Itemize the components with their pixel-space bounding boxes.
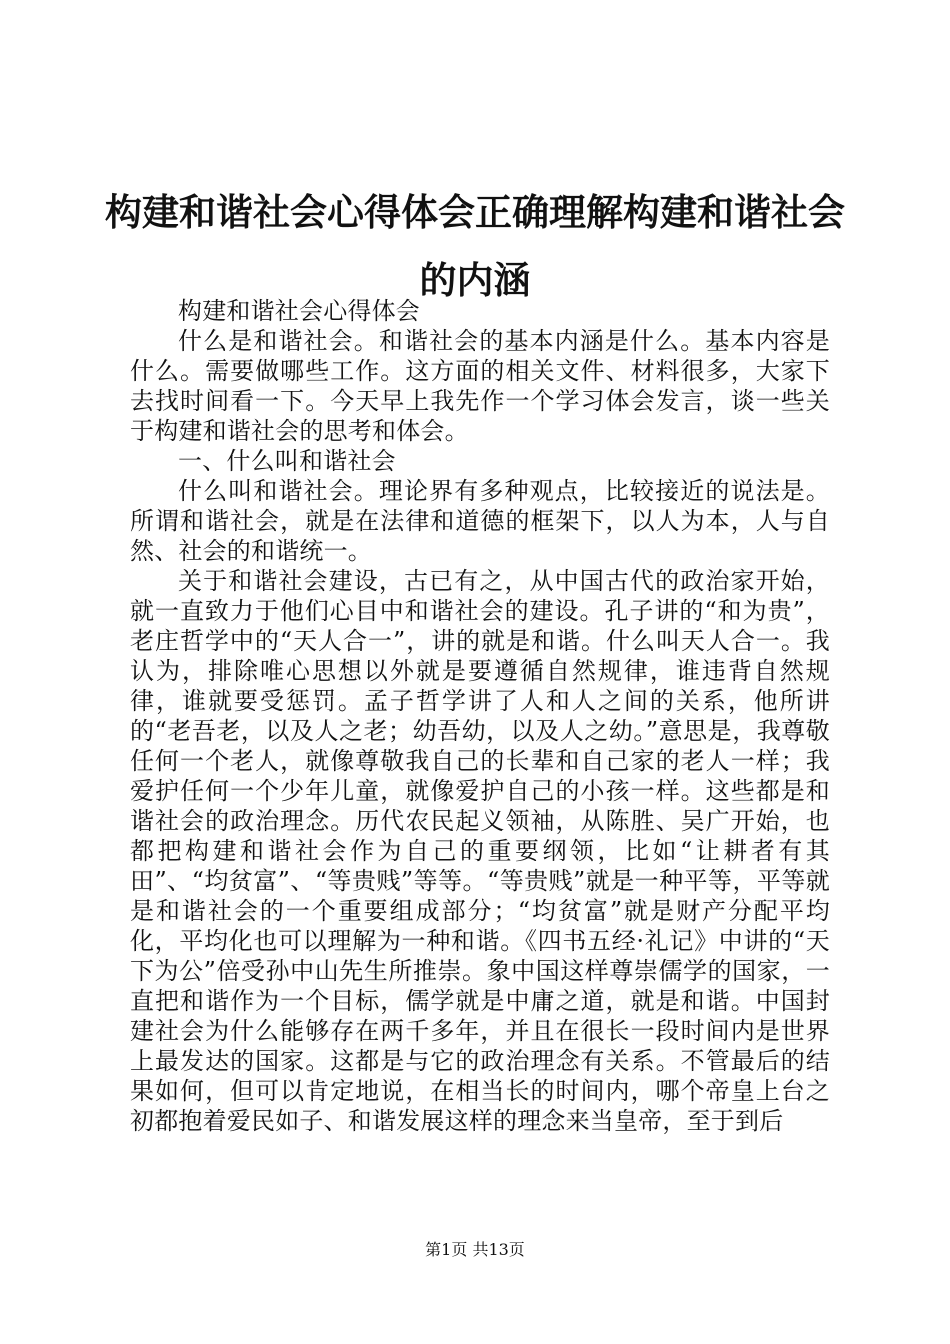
document-body [130,296,830,1136]
section-heading: 一、什么叫和谐社会 [178,447,396,475]
paragraph-history: 关于和谐社会建设，古已有之，从中国古代的政治家开始，就一直致力于他们心目中和谐社会的建设。孔子讲的“和为贵”，老庄哲学中的“天人合一”，讲的就是和谐。什么叫天人合一。我认为，排除唯心思想以外就是要遵循自然规律，谁违背自然规律，谁就要受惩罚。孟子哲学讲了人和人之间的关系，他所讲的“老吾老，以及人之老；幼吾幼，以及人之幼。”意思是，我尊敬任何一个老人，就像尊敬我自己的长辈和自己家的老人一样；我爱护任何一个少年儿童，就像爱护自己的小孩一样。这些都是和谐社会的政治理念。历代农民起义领袖，从陈胜、吴广开始，也都把构建和谐社会作为自己的重要纲领，比如“让耕者有其田”、“均贫富”、“等贵贱”等等。“等贵贱”就是一种平等，平等就是和谐社会的一个重要组成部分；“均贫富”就是财产分配平均化，平均化也可以理解为一种和谐。《四书五经·礼记》中讲的“天下为公”倍受孙中山先生所推崇。象中国这样尊崇儒学的国家，一直把和谐作为一个目标，儒学就是中庸之道，就是和谐。中国封建社会为什么能够存在两千多年，并且在很长一段时间内是世界上最发达的国家。这都是与它的政治理念有关系。不管最后的结果如何，但可以肯定地说，在相当长的时间内，哪个帝皇上台之初都抱着爱民如子、和谐发展这样的理念来当皇帝，至于到后 [130,567,830,1135]
page-number-footer: 第1页 共13页 [425,1240,525,1259]
paragraph-subtitle: 构建和谐社会心得体会 [178,297,420,325]
document-title: 构建和谐社会心得体会正确理解构建和谐社会的内涵 [105,190,845,302]
paragraph-intro: 什么是和谐社会。和谐社会的基本内涵是什么。基本内容是什么。需要做哪些工作。这方面的相关文件、材料很多，大家下去找时间看一下。今天早上我先作一个学习体会发言，谈一些关于构建和谐社会的思考和体会。 [130,327,830,445]
paragraph-definition: 什么叫和谐社会。理论界有多种观点，比较接近的说法是。所谓和谐社会，就是在法律和道德的框架下，以人为本，人与自然、社会的和谐统一。 [130,477,830,565]
